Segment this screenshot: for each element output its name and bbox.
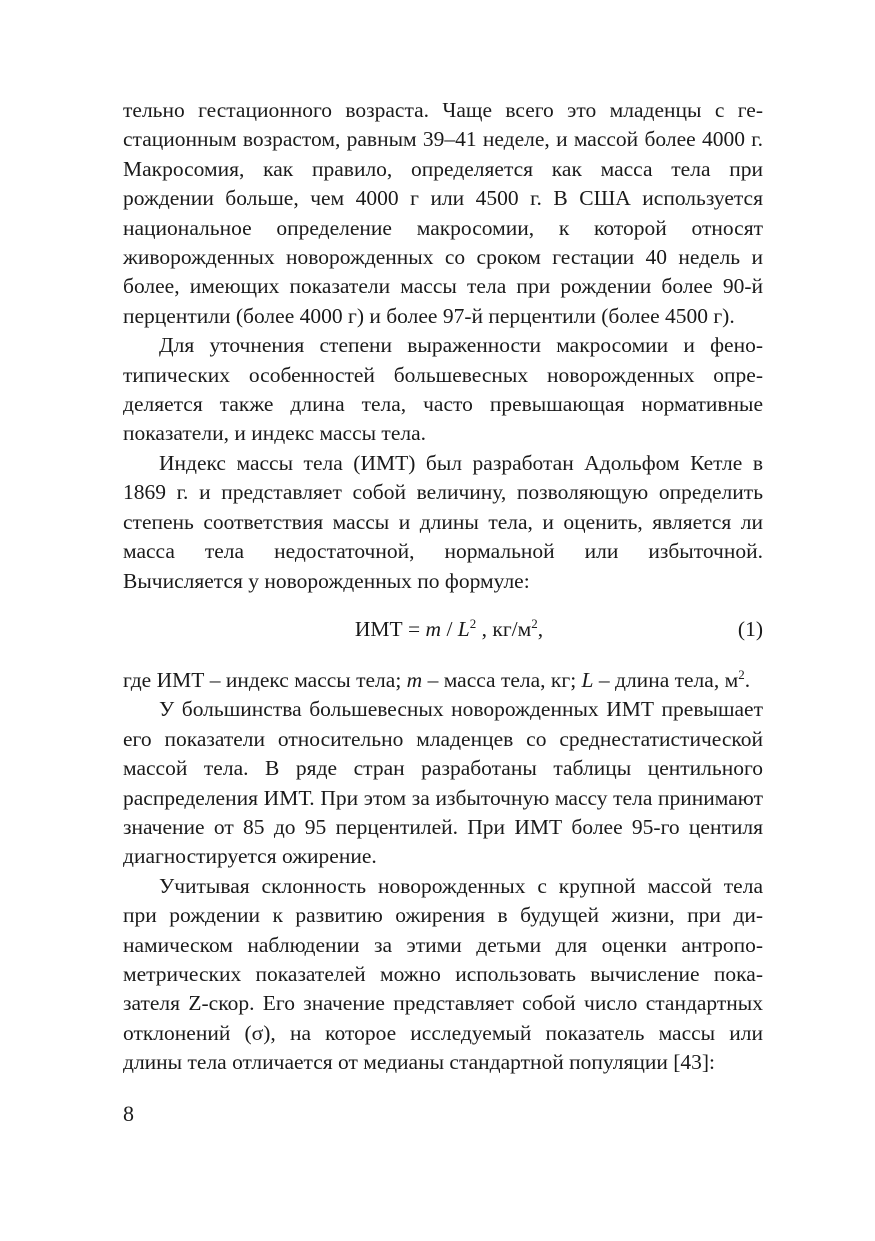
legend-mass-symbol: m xyxy=(406,667,423,692)
formula-slash: / xyxy=(441,616,458,641)
page-number: 8 xyxy=(123,1101,134,1126)
legend-tail: . xyxy=(744,667,751,692)
formula-units-exponent: 2 xyxy=(531,615,538,631)
formula-mass-symbol: m xyxy=(425,616,442,641)
legend-length-symbol: L xyxy=(581,667,594,692)
paragraph-formula-legend xyxy=(123,666,763,695)
formula-lhs: ИМТ = xyxy=(354,616,426,641)
legend-exponent: 2 xyxy=(738,666,745,682)
formula-units: , кг/м xyxy=(476,616,532,641)
formula-tail: , xyxy=(537,616,544,641)
formula-length-symbol: L xyxy=(457,616,470,641)
paragraph-z-score: Учитывая склонность новорожденных с крупной массой тела при рождении к развитию ожирения в будущей жизни, при динамическом наблюдении за этими детьми для оценки антропометрических показателей можно использовать вычисление показателя Z-скор. Его значение представляет собой число стандартных отклонений (σ), на которое исследуемый показатель массы или длины тела отличается от медианы стандартной популяции [43]: xyxy=(123,873,763,1075)
formula-exponent: 2 xyxy=(469,615,477,631)
page-body xyxy=(123,96,763,1078)
paragraph-bmi-intro: Индекс массы тела (ИМТ) был разработан Адольфом Кетле в 1869 г. и представляет собой величину, позволяющую определить степень соответствия массы и длины тела, и оценить, является ли масса тела недостаточной, нормальной или избыточной. Вычисляется у новорожденных по формуле: xyxy=(123,450,763,593)
bmi-formula xyxy=(123,615,763,644)
paragraph-body-length: Для уточнения степени выраженности макросомии и фенотипических особенностей большевесных новорожденных определяется также длина тела, часто превышающая нормативные показатели, и индекс массы тела. xyxy=(123,333,763,446)
paragraph-bmi-percentiles: У большинства большевесных новорожденных ИМТ превышает его показатели относительно младенцев со среднестатистической массой тела. В ряде стран разработаны таблицы центильного распределения ИМТ. При этом за избыточную массу тела принимают значение от 85 до 95 перцентилей. При ИМТ более 95-го центиля диагностируется ожирение. xyxy=(123,697,763,869)
legend-part-3: – длина тела, м xyxy=(593,667,739,692)
legend-part-2: – масса тела, кг; xyxy=(422,667,582,692)
paragraph-macrosomia-definition: тельно гестационного возраста. Чаще всего это младенцы с гестационным возрастом, равным 39–41 неделе, и массой более 4000 г. Макросомия, как правило, определяется как масса тела при рождении больше, чем 4000 г или 4500 г. В США используется национальное определение макросомии, к которой относят живорожденных новорожденных со сроком гестации 40 недель и более, имеющих показатели массы тела при рождении более 90-й перцентили (более 4000 г) и более 97-й перцентили (более 4500 г). xyxy=(123,98,763,328)
legend-part-1: где ИМТ – индекс массы тела; xyxy=(123,667,407,692)
formula-block xyxy=(123,596,763,666)
formula-number: (1) xyxy=(737,616,763,641)
